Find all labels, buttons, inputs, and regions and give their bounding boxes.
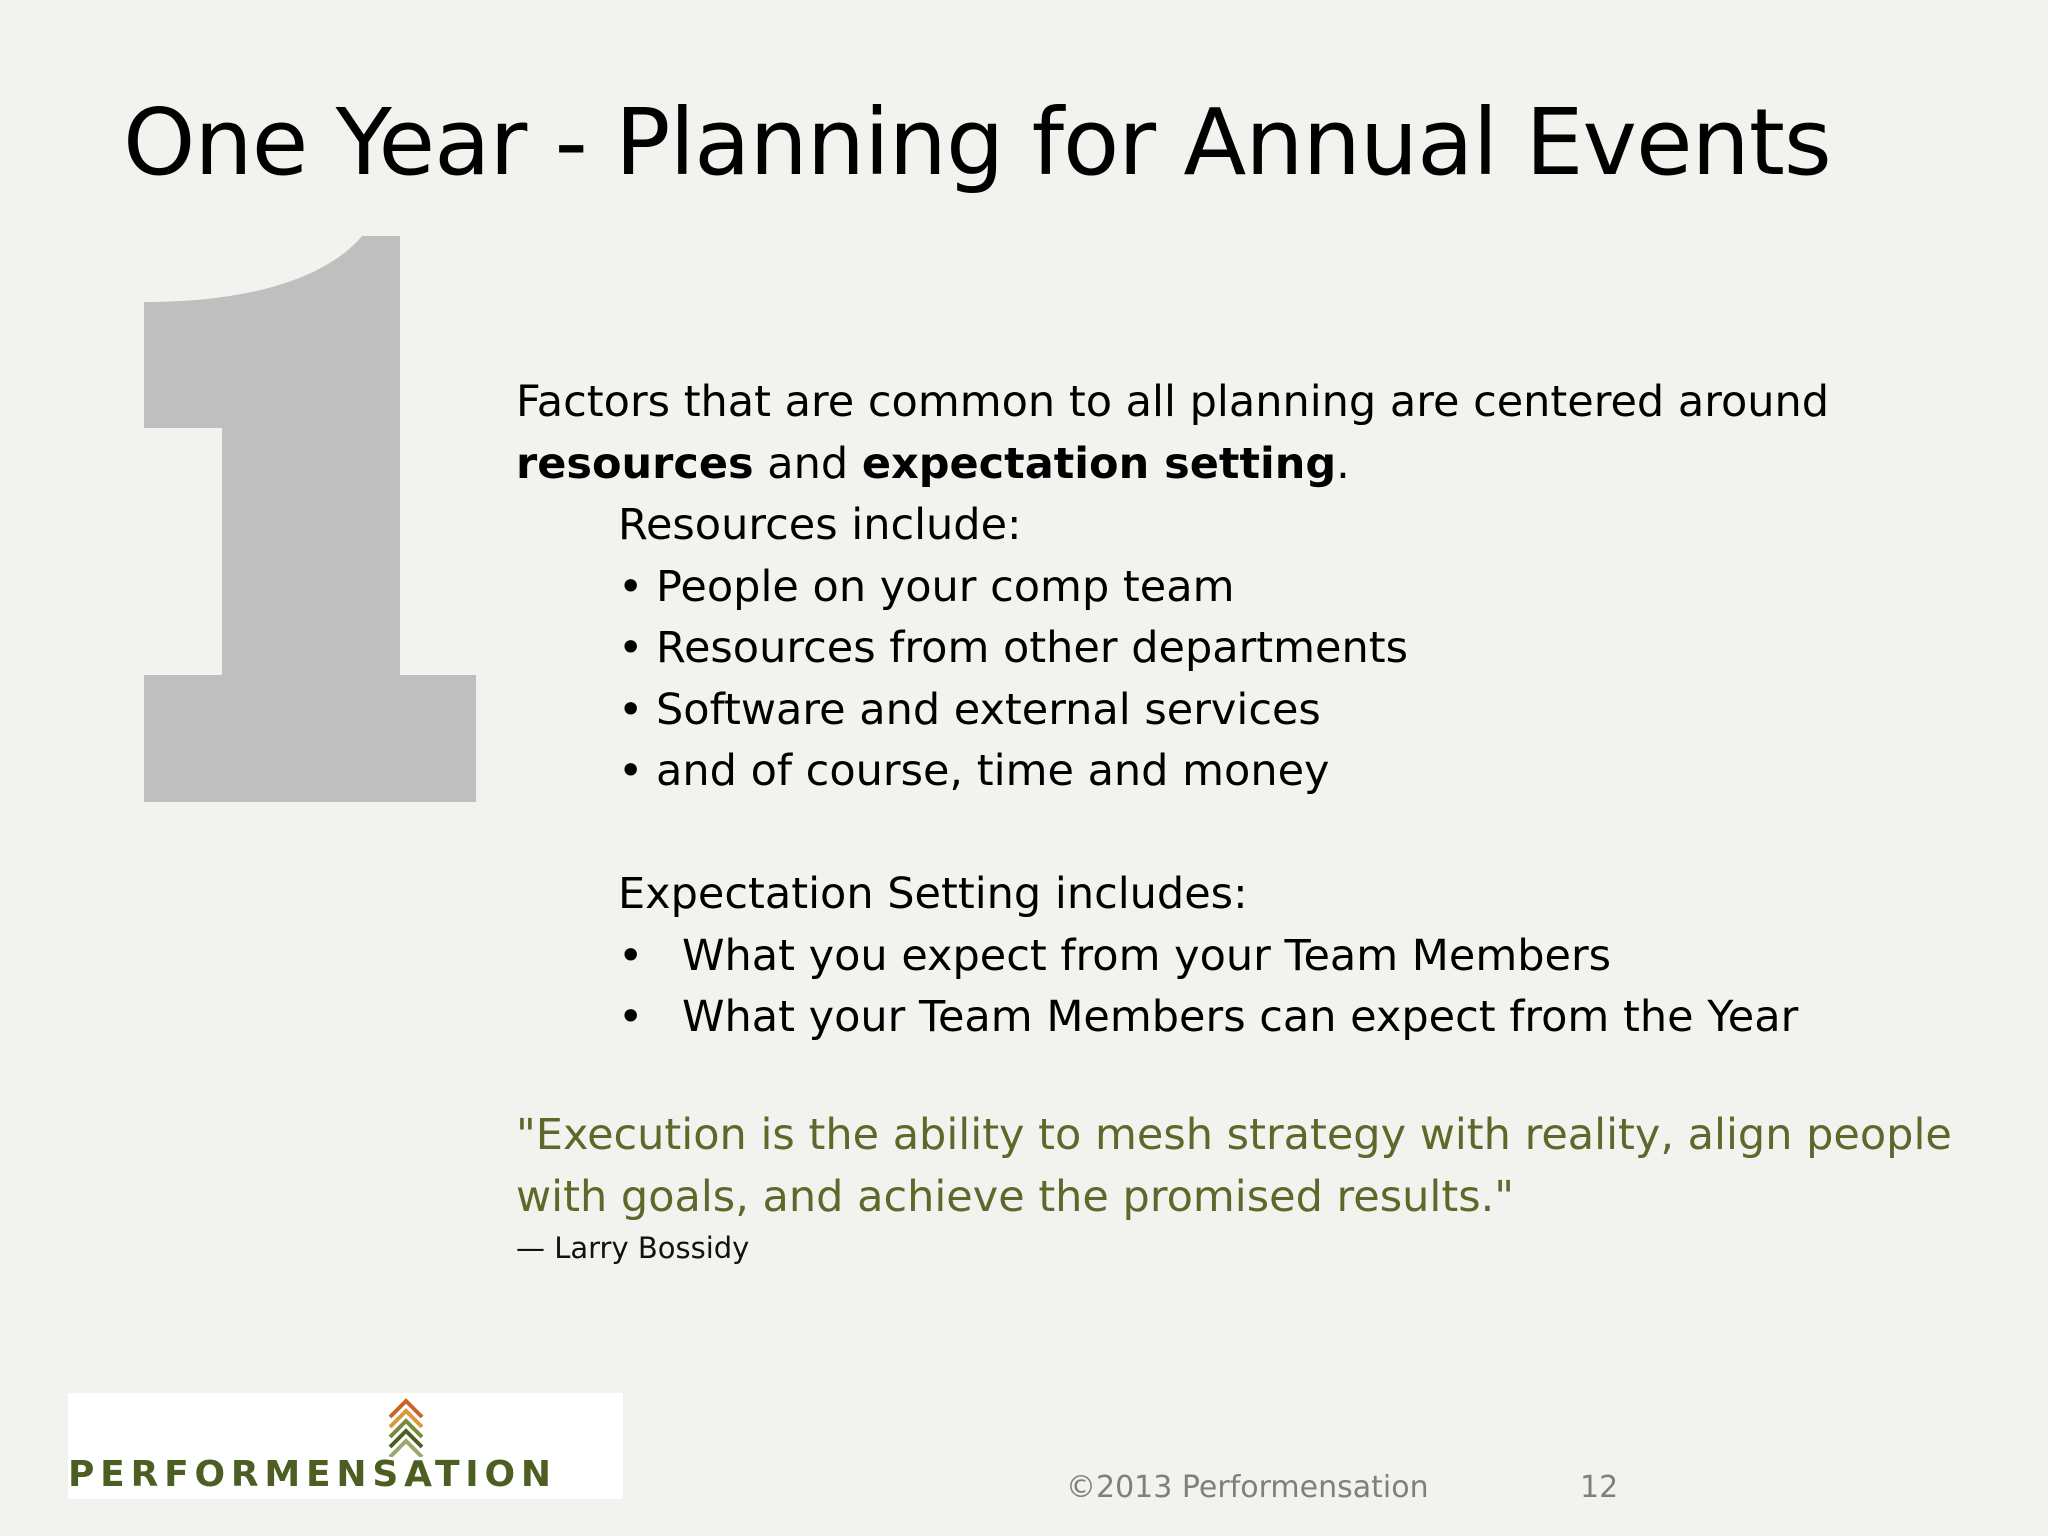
- list-item: [618, 926, 1936, 988]
- intro-text: Factors that are common to all planning are centered around: [516, 377, 1830, 427]
- list-item: [618, 557, 1936, 619]
- quote-text: "Execution is the ability to mesh strategy with reality, align people with goals, and achieve the promised results.": [516, 1110, 1952, 1222]
- intro-text-end: .: [1336, 438, 1350, 489]
- quote-author: — Larry Bossidy: [516, 1231, 750, 1265]
- list-item: [618, 987, 1936, 1049]
- footer-copyright: ©2013 Performensation: [1066, 1470, 1429, 1505]
- list-item: [618, 680, 1936, 742]
- list-item: [618, 741, 1936, 803]
- intro-bold-resources: resources: [516, 438, 754, 489]
- slide-body: [516, 372, 1936, 1049]
- list-item-text: What you expect from your Team Members: [682, 930, 1612, 981]
- intro-text-mid: and: [753, 438, 862, 489]
- slide-title: One Year - Planning for Annual Events: [123, 89, 1831, 196]
- bullet-icon: •: [618, 746, 644, 796]
- resources-section: [618, 495, 1936, 1049]
- resources-heading: Resources include:: [618, 500, 1022, 550]
- list-item: [618, 618, 1936, 680]
- logo-wordmark: PERFORMENSATION: [68, 1454, 557, 1495]
- intro-bold-expectation: expectation setting: [861, 438, 1337, 489]
- performensation-logo: [68, 1393, 623, 1499]
- resources-list: [618, 557, 1936, 803]
- list-item-text: People on your comp team: [656, 561, 1235, 612]
- bullet-icon: •: [618, 930, 644, 981]
- bullet-icon: •: [618, 992, 644, 1042]
- numeral-one-graphic: [140, 236, 480, 802]
- bullet-icon: •: [618, 623, 644, 673]
- list-item-text: Resources from other departments: [656, 623, 1409, 673]
- bullet-icon: •: [618, 684, 644, 735]
- list-item-text: Software and external services: [656, 684, 1321, 735]
- intro-paragraph: [516, 372, 1936, 495]
- expectations-list: [618, 926, 1936, 1049]
- list-item-text: What your Team Members can expect from the Year: [682, 992, 1799, 1042]
- expectations-heading: Expectation Setting includes:: [618, 869, 1248, 919]
- list-item-text: and of course, time and money: [656, 746, 1330, 796]
- bullet-icon: •: [618, 561, 644, 612]
- chevron-stack-icon: [386, 1397, 426, 1457]
- page-number: 12: [1580, 1470, 1619, 1505]
